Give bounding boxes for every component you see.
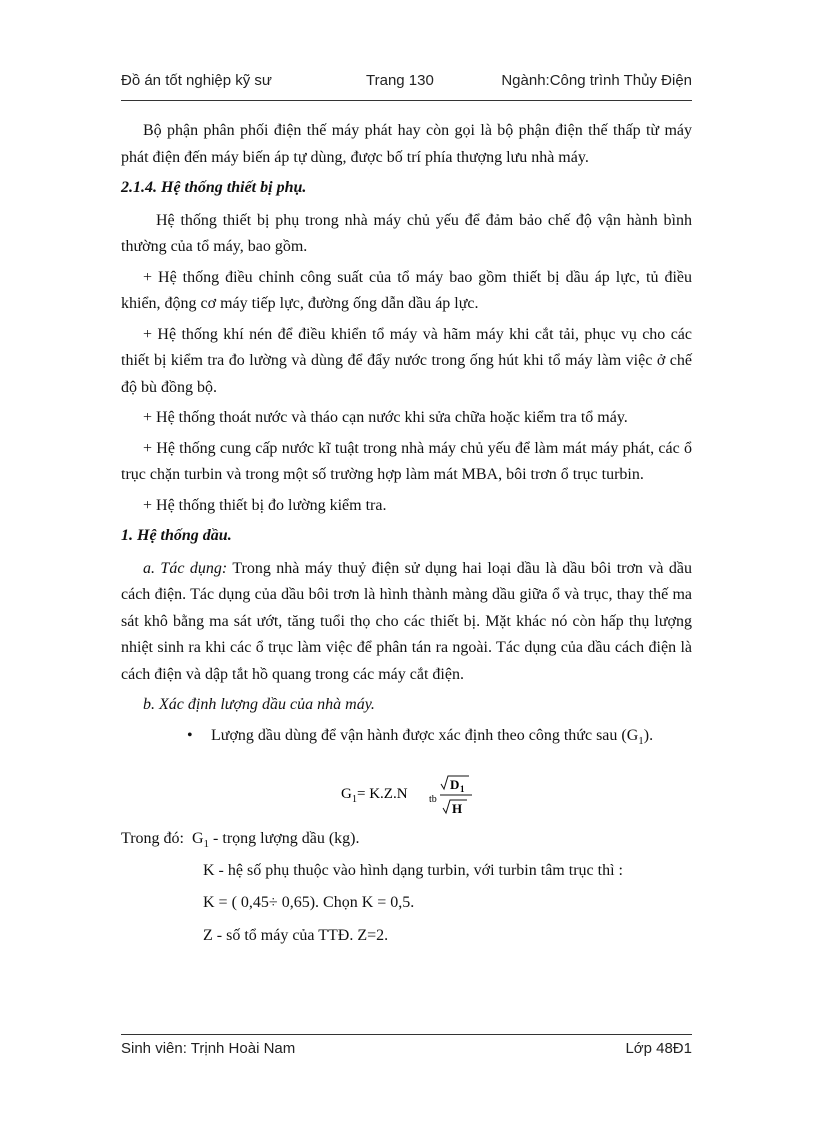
formula [121, 764, 692, 820]
header-left: Đồ án tốt nghiệp kỹ sư [121, 72, 272, 89]
subsection-heading: 1. Hệ thống dầu. [121, 527, 232, 544]
paragraph-subheading: b. Xác định lượng dầu của nhà máy. [143, 696, 375, 713]
footer-right: Lớp 48Đ1 [625, 1040, 692, 1057]
document-body [121, 118, 692, 955]
bullet-subscript: 1 [638, 734, 644, 747]
paragraph-label: a. Tác dụng: [143, 559, 228, 577]
paragraph: + Hệ thống cung cấp nước kĩ tuật trong nhà máy chủ yếu để làm mát máy phát, các ổ trục chặn turbin và trong một số trường hợp làm mát MBA, bôi trơn ổ trục turbin. [121, 439, 692, 483]
header-rule [121, 100, 692, 101]
formula-mid: = K.Z.N [357, 786, 408, 803]
footer-left: Sinh viên: Trịnh Hoài Nam [121, 1040, 296, 1057]
bullet-icon: • [187, 726, 193, 744]
section-heading: 2.1.4. Hệ thống thiết bị phụ. [121, 179, 307, 196]
formula-lhs: G [341, 786, 352, 803]
where-line [121, 826, 692, 858]
definition-text: G [191, 830, 204, 848]
page-header [121, 72, 692, 100]
definition-text: - trọng lượng dầu (kg). [209, 830, 360, 848]
paragraph: + Hệ thống điều chỉnh công suất của tổ máy bao gồm thiết bị dầu áp lực, tủ điều khiển, động cơ máy tiếp lực, đường ống dẫn dầu áp lực. [121, 268, 692, 312]
formula-graphic [341, 770, 481, 820]
bullet-item [187, 723, 692, 755]
definitions [203, 858, 692, 950]
definition: K = ( 0,45÷ 0,65). Chọn K = 0,5. [203, 894, 415, 912]
formula-mid-sub: tb [429, 794, 437, 806]
bullet-text-end: ). [643, 726, 654, 744]
definition: K - hệ số phụ thuộc vào hình dạng turbin, với turbin tâm trục thì : [203, 861, 623, 879]
paragraph: + Hệ thống thiết bị đo lường kiểm tra. [143, 496, 387, 514]
formula-num: D [450, 777, 460, 793]
paragraph: Hệ thống thiết bị phụ trong nhà máy chủ yếu để đảm bảo chế độ vận hành bình thường của tổ máy, bao gồm. [121, 211, 692, 255]
paragraph: + Hệ thống khí nén để điều khiển tổ máy và hãm máy khi cắt tải, phục vụ cho các thiết bị kiểm tra đo lường và dùng để đẩy nước trong ống hút khi tổ máy làm việc ở chế độ bù đồng bộ. [121, 325, 692, 396]
paragraph: + Hệ thống thoát nước và tháo cạn nước khi sửa chữa hoặc kiểm tra tổ máy. [143, 409, 628, 426]
paragraph-text: Trong nhà máy thuỷ điện sử dụng hai loại dầu là dầu bôi trơn và dầu cách điện. Tác dụng của dầu bôi trơn là hình thành màng dầu giữa ổ và trục, thay thế ma sát khô bằng ma sát ướt, tăng tuổi thọ cho các thiết bị. Mặt khác nó còn hấp thụ lượng nhiệt sinh ra khi các ổ trục làm việc để phân tán ra ngoài. Tác dụng của dầu cách điện là cách điện và dập tắt hồ quang trong các máy cắt điện. [121, 559, 692, 683]
formula-num-sub: 1 [460, 784, 465, 795]
formula-lhs-sub: 1 [352, 794, 357, 806]
header-page-number: Trang 130 [366, 72, 434, 89]
definition-subscript: 1 [203, 838, 210, 851]
formula-den: H [452, 801, 463, 817]
paragraph: Bộ phận phân phối điện thế máy phát hay còn gọi là bộ phận điện thế thấp từ máy phát điện đến máy biến áp tự dùng, được bố trí phía thượng lưu nhà máy. [121, 122, 692, 166]
footer-rule [121, 1034, 692, 1035]
definition: Z - số tổ máy của TTĐ. Z=2. [203, 926, 389, 944]
bullet-text: Lượng dầu dùng để vận hành được xác định theo công thức sau (G [211, 726, 639, 744]
where-label: Trong đó: [121, 830, 184, 848]
paragraph [121, 556, 692, 689]
header-right: Ngành:Công trình Thủy Điện [501, 72, 692, 89]
